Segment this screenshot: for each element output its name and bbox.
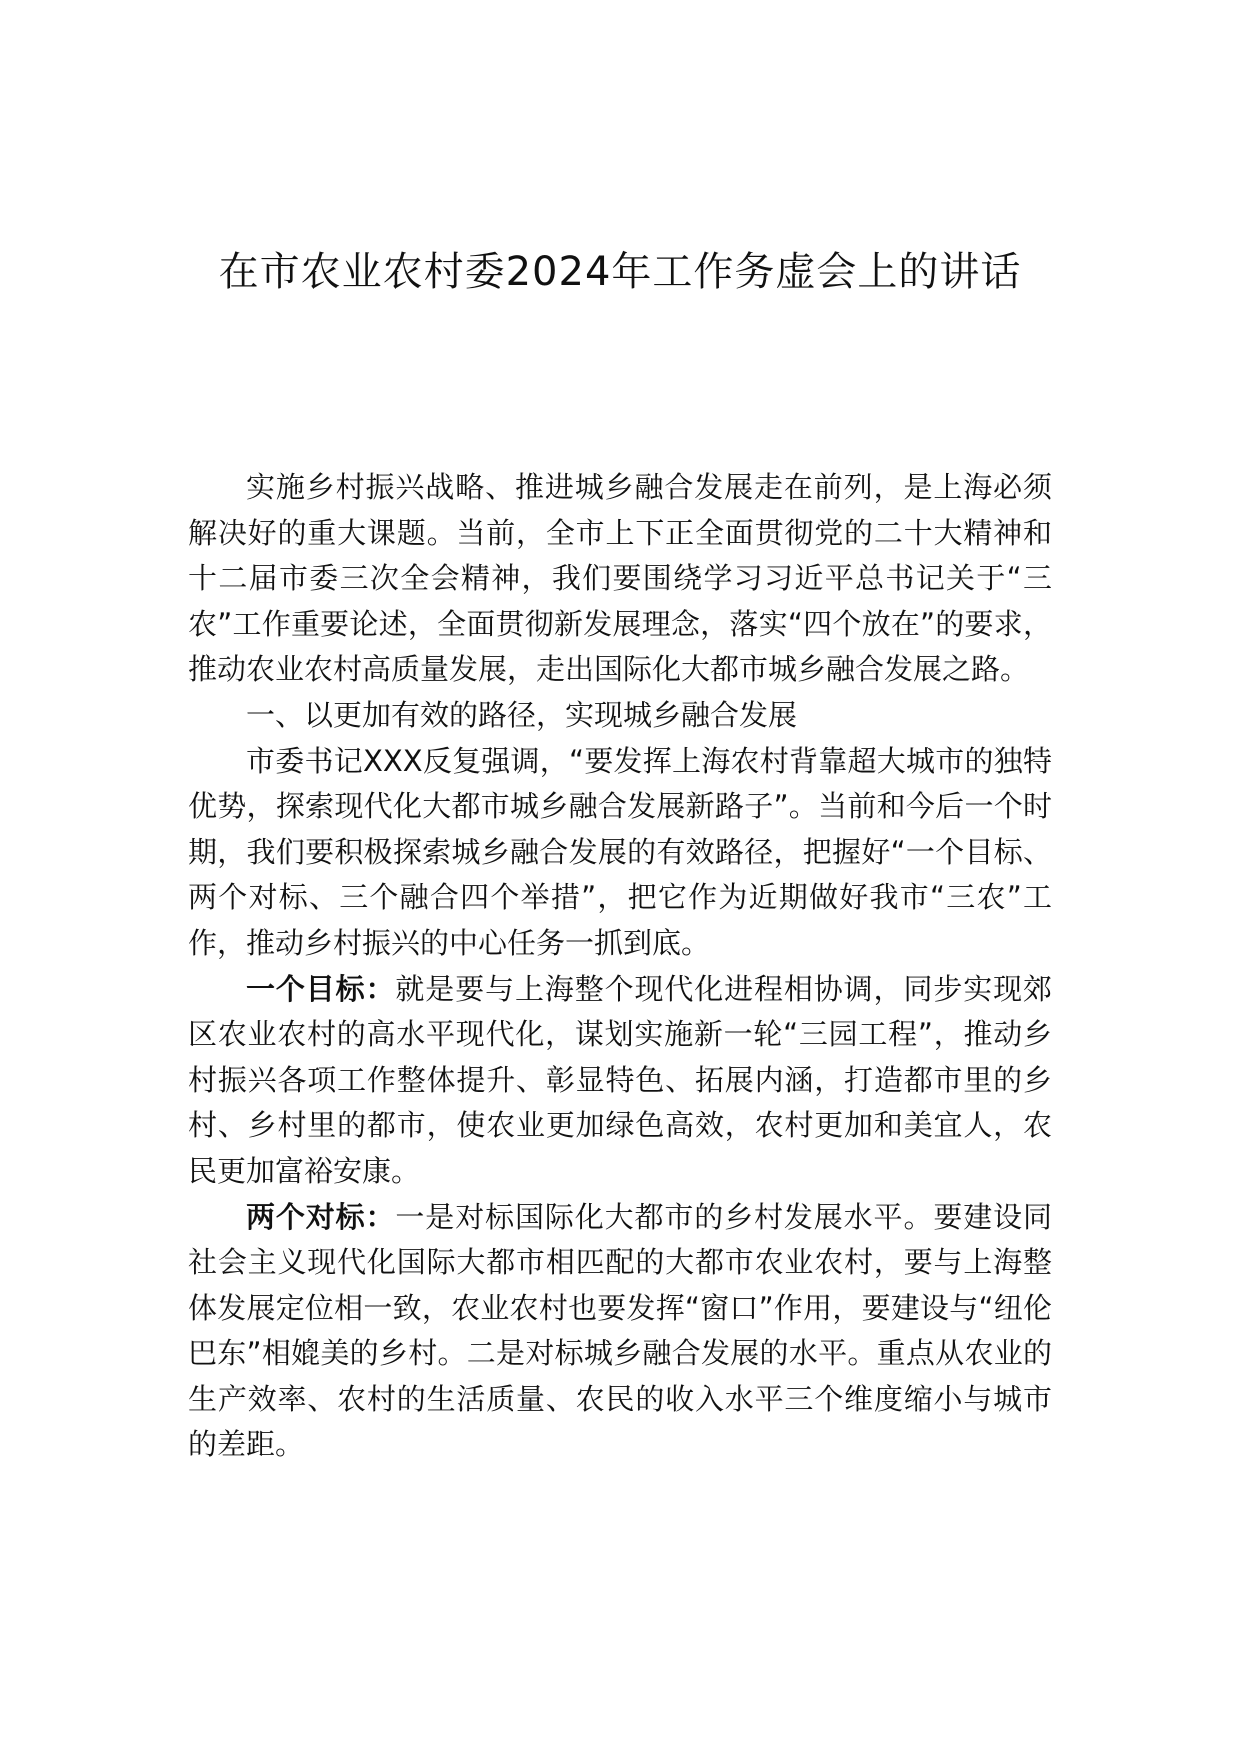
paragraph-text: 就是要与上海整个现代化进程相协调，同步实现郊区农业农村的高水平现代化，谋划实施新一轮“三园工程”，推动乡村振兴各项工作整体提升、彰显特色、拓展内涵，打造都市里的乡村、乡村里的都市，使农业更加绿色高效，农村更加和美宜人，农民更加富裕安康。 (188, 971, 1052, 1188)
document-title: 在市农业农村委2024年工作务虚会上的讲话 (218, 249, 1022, 295)
section-heading-text: 一、以更加有效的路径，实现城乡融合发展 (246, 697, 798, 732)
paragraph-lead-label: 一个目标： (246, 971, 396, 1006)
paragraph-text: 一是对标国际化大都市的乡村发展水平。要建设同社会主义现代化国际大都市相匹配的大都市农业农村，要与上海整体发展定位相一致，农业农村也要发挥“窗口”作用，要建设与“纽伦巴东”相媲美的乡村。二是对标城乡融合发展的水平。重点从农业的生产效率、农村的生活质量、农民的收入水平三个维度缩小与城市的差距。 (188, 1199, 1052, 1462)
paragraph-text: 市委书记XXX反复强调，“要发挥上海农村背靠超大城市的独特优势，探索现代化大都市城乡融合发展新路子”。当前和今后一个时期，我们要积极探索城乡融合发展的有效路径，把握好“一个目标、两个对标、三个融合四个举措”，把它作为近期做好我市“三农”工作，推动乡村振兴的中心任务一抓到底。 (188, 743, 1052, 960)
paragraph-lead-label: 两个对标： (246, 1199, 396, 1234)
paragraph-text: 实施乡村振兴战略、推进城乡融合发展走在前列，是上海必须解决好的重大课题。当前，全市上下正全面贯彻党的二十大精神和十二届市委三次全会精神，我们要围绕学习习近平总书记关于“三农”工作重要论述，全面贯彻新发展理念，落实“四个放在”的要求，推动农业农村高质量发展，走出国际化大都市城乡融合发展之路。 (188, 470, 1052, 687)
paragraph-one-goal (188, 967, 1052, 1195)
document-body (188, 465, 1052, 1468)
section-heading-1 (188, 693, 1052, 739)
paragraph-two-benchmarks (188, 1195, 1052, 1469)
paragraph-intro (188, 465, 1052, 693)
paragraph-secretary-quote (188, 739, 1052, 967)
